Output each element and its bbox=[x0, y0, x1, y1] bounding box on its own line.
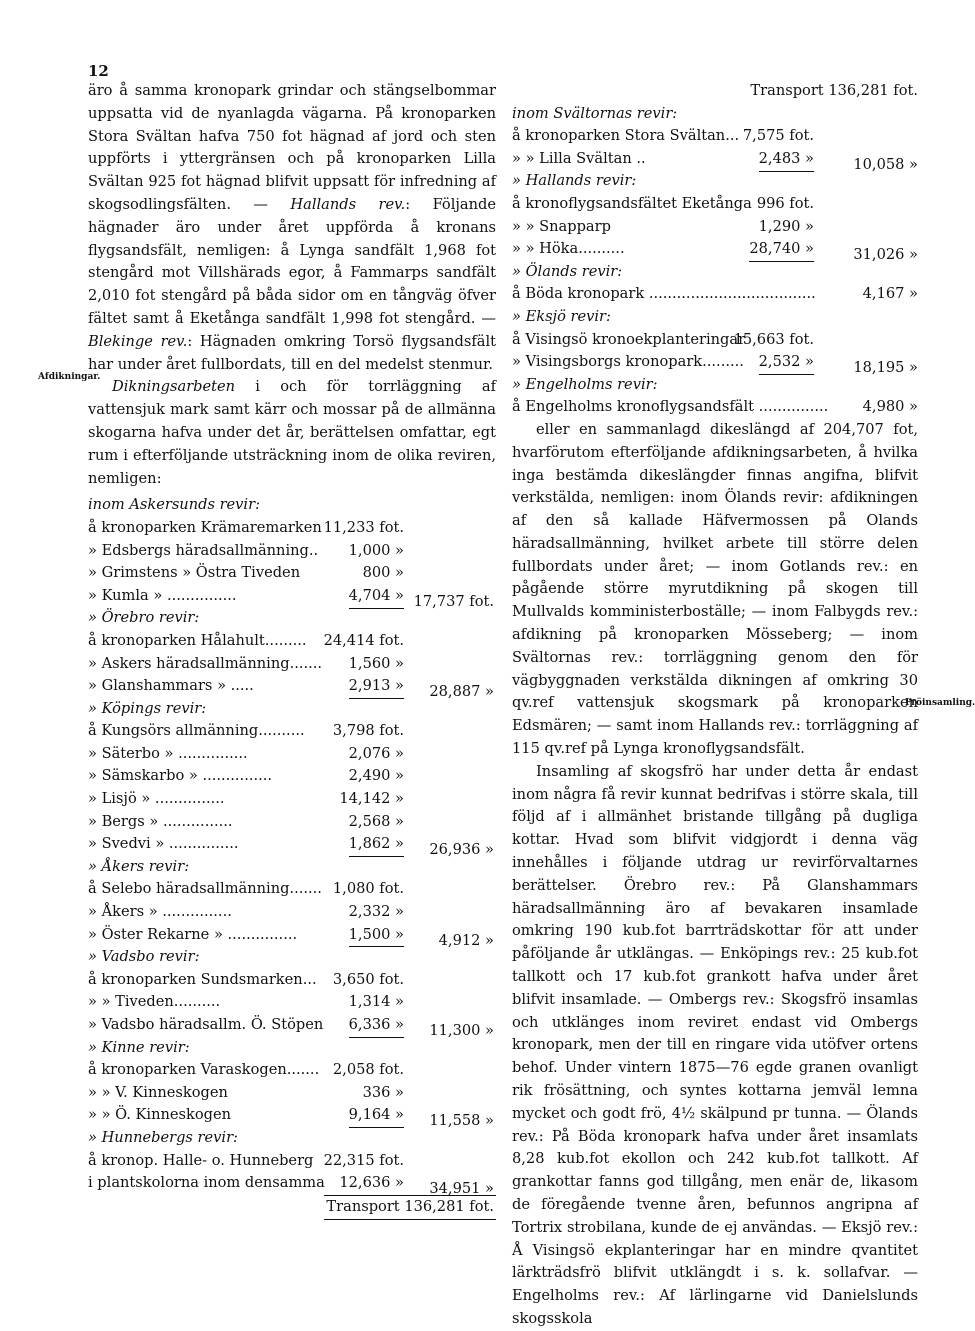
entry-label: » » Höka.......... bbox=[512, 240, 625, 258]
revir-header bbox=[512, 306, 918, 329]
right-column bbox=[512, 80, 918, 1331]
entry-amount: 1,862 » bbox=[349, 833, 404, 857]
entry-label: inom Askersunds revir: bbox=[88, 496, 260, 514]
left-column bbox=[88, 80, 496, 1217]
ditch-entry bbox=[512, 238, 918, 264]
entry-amount: 6,336 » bbox=[349, 1014, 404, 1038]
intro-paragraph bbox=[88, 80, 496, 376]
ditch-entry bbox=[88, 878, 496, 901]
entry-amount: 14,142 » bbox=[339, 790, 404, 808]
ditch-entry bbox=[88, 901, 496, 924]
entry-label: » Glanshammars » ..... bbox=[88, 677, 254, 695]
dikning-italic: Dikningsarbeten bbox=[112, 378, 236, 396]
entry-label: » » Tiveden.......... bbox=[88, 993, 221, 1011]
entry-label: i plantskolorna inom densamma bbox=[88, 1174, 325, 1192]
entry-label: » Åkers » ............... bbox=[88, 903, 232, 921]
entry-amount: 1,080 fot. bbox=[332, 880, 404, 898]
entry-amount: 7,575 fot. bbox=[742, 127, 814, 145]
entry-label: » Bergs » ............... bbox=[88, 812, 233, 830]
entry-label: » Öster Rekarne » ............... bbox=[88, 925, 298, 943]
ditch-entry bbox=[88, 1059, 496, 1082]
entry-total: 4,167 » bbox=[862, 285, 918, 303]
entry-label: » Köpings revir: bbox=[88, 699, 207, 717]
ditch-entry bbox=[88, 1150, 496, 1173]
intro-text-2: : Följande hägnader äro under året uppförda å kronans flygsandsfält, nemligen: å Lynga sandfält 1,968 fot stengård mot Villshärads egor, å Fammarps sandfält 2,010 fot stengård på båda sidor om en tångväg öfver fältet samt å Eketånga sandfält 1,998 fot stengård. — bbox=[88, 195, 496, 327]
revir-header bbox=[88, 1127, 496, 1150]
entry-amount: 800 » bbox=[362, 564, 404, 582]
dikning-text: i och för torrläggning af vattensjuk mark samt kärr och mossar på de allmänna skogarna hafva under det år, berättelsen omfattar, egt rum i efterföljande utsträckning inom de olika reviren, nemligen: bbox=[88, 378, 496, 487]
margin-note-froinsamling: Fröinsamling. bbox=[905, 698, 975, 708]
ditch-entry bbox=[88, 540, 496, 563]
transport-left: Transport 136,281 fot. bbox=[324, 1195, 496, 1220]
transport-right-row bbox=[512, 80, 918, 103]
entry-label: å Böda kronopark .................................... bbox=[512, 285, 816, 303]
ditch-entry bbox=[512, 396, 918, 419]
entry-total: 11,300 » bbox=[429, 1022, 494, 1039]
intro-text-1: äro å samma kronopark grindar och stängselbommar uppsatta vid de nyanlagda vägarna. På kronoparken Stora Svältan hafva 750 fot hägnad af jord och sten uppförts i yttergränsen och på kronoparken Lilla Svältan 925 fot hägnad blifvit uppsatt för infredning af skogsodlingsfälten. — bbox=[88, 82, 496, 213]
ditch-entry bbox=[88, 969, 496, 992]
entry-total: 26,936 » bbox=[429, 841, 494, 859]
ditch-entry bbox=[512, 148, 918, 171]
entry-label: » Visingsborgs kronopark......... bbox=[512, 353, 744, 371]
entry-amount: 3,650 fot. bbox=[332, 970, 404, 988]
entry-amount: 3,798 fot. bbox=[332, 722, 404, 740]
entry-amount: 1,290 » bbox=[758, 217, 814, 235]
ditch-entry bbox=[512, 193, 918, 216]
entry-total: 34,951 » bbox=[429, 1180, 494, 1198]
entry-amount: 24,414 fot. bbox=[323, 631, 404, 649]
entry-amount: 2,332 » bbox=[348, 903, 404, 921]
ditch-entry bbox=[88, 743, 496, 766]
summary-paragraph: eller en sammanlagd dikeslängd af 204,707 fot, hvarförutom efterföljande afdikningsarbeten, å hvilka inga bestämda dikeslängder finnas angifna, blifvit verkstälda, nemligen: inom Ölands revir: afdikningen af den så kallade Häfvermossen på Olands häradsallmänning, hvilket arbete till större delen fullbordats under året; — inom Gotlands rev.: en pågående större myrutdikning på skogen till Mullvalds komministerboställe; — inom Falbygds rev.: afdikning på kronoparken Mösseberg; — inom Svältornas rev.: torrläggning genom den för vägbyggnaden verkstälda dikningen af omkring 30 qv.ref vattensjuk skogsmark på kronoparken Edsmären; — samt inom Hallands rev.: torrläggning af 115 qv.ref på Lynga kronoflygsandsfält. bbox=[512, 420, 918, 758]
revir-header bbox=[88, 946, 496, 969]
entry-label: » Askers häradsallmänning....... bbox=[88, 654, 323, 672]
entry-total: 11,558 » bbox=[429, 1112, 494, 1130]
revir-header bbox=[512, 374, 918, 397]
entry-label: å kronoflygsandsfältet Eketånga bbox=[512, 194, 752, 212]
transport-right: Transport 136,281 fot. bbox=[750, 82, 918, 99]
entry-label: » Kumla » ............... bbox=[88, 586, 237, 604]
entry-label: å Engelholms kronoflygsandsfält ............... bbox=[512, 398, 829, 416]
entry-label: » » Snapparp bbox=[512, 217, 611, 235]
ditch-entry bbox=[88, 924, 496, 947]
entry-label: » » Lilla Svältan .. bbox=[512, 149, 646, 167]
entry-label: å Kungsörs allmänning.......... bbox=[88, 722, 305, 740]
ditch-entry bbox=[88, 788, 496, 811]
page-number: 12 bbox=[88, 62, 109, 80]
entry-label: å Visingsö kronoekplanteringar bbox=[512, 330, 746, 348]
ditch-entry bbox=[88, 991, 496, 1014]
ditch-entry bbox=[88, 811, 496, 834]
ditch-entry bbox=[88, 562, 496, 585]
transport-left-row bbox=[88, 1195, 496, 1218]
entry-amount: 2,058 fot. bbox=[332, 1061, 404, 1079]
entry-label: » Edsbergs häradsallmänning.. bbox=[88, 541, 319, 559]
ditch-entry bbox=[512, 351, 918, 377]
entry-label: » Grimstens » Östra Tiveden bbox=[88, 564, 301, 582]
entry-total: 28,887 » bbox=[429, 683, 494, 701]
ditch-entry bbox=[88, 1014, 496, 1037]
entry-amount: 1,000 » bbox=[348, 541, 404, 559]
entry-label: å kronop. Halle- o. Hunneberg bbox=[88, 1151, 314, 1169]
right-ditch-list bbox=[512, 103, 918, 419]
revir-header bbox=[88, 698, 496, 721]
entry-label: » Vadsbo revir: bbox=[88, 948, 200, 966]
entry-amount: 22,315 fot. bbox=[323, 1151, 404, 1169]
ditch-entry bbox=[88, 653, 496, 676]
entry-amount: 336 » bbox=[362, 1083, 404, 1101]
entry-total: 4,912 » bbox=[438, 931, 494, 949]
entry-amount: 2,568 » bbox=[348, 812, 404, 830]
entry-label: » Sämskarbo » ............... bbox=[88, 767, 273, 785]
entry-amount: 2,483 » bbox=[759, 148, 814, 172]
entry-amount: 9,164 » bbox=[349, 1104, 404, 1128]
ditch-entry bbox=[512, 329, 918, 352]
entry-label: » Lisjö » ............... bbox=[88, 790, 225, 808]
margin-note-afdikningar: Afdikningar. bbox=[38, 372, 101, 382]
intro-italic-2: Blekinge rev. bbox=[88, 332, 188, 350]
entry-amount: 12,636 » bbox=[339, 1172, 404, 1196]
entry-total: 17,737 fot. bbox=[413, 592, 494, 610]
froinsamling-paragraph: Insamling af skogsfrö har under detta år endast inom några få revir kunnat bedrifvas i större skala, till följd af i allmänhet bristande tillgång på dugliga kottar. Hvad som blifvit vidgjordt i denna väg innehålles i följande utdrag ur revirförvaltarnes berättelser. Örebro rev.: På Glanshammars häradsallmänning äro af bevakaren insamlade omkring 190 kub.fot barrträdskottar för att under påföljande år utklängas. — Enköpings rev.: 25 kub.fot tallkott och 17 kub.fot grankott hafva under året blifvit insamlade. — Ombergs rev.: Skogsfrö insamlas och utklänges inom reviret endast vid Ombergs kronopark, men der till en ringare vida utöfver ortens behof. Under vintern 1875—76 egde granen ovanligt rik frösättning, och syntes kottarna jemväl lemna mycket och godt frö, 4½ skälpund pr tunna. — Ölands rev.: På Böda kronopark hafva under året insamlats 8,28 kub.fot ekollon och 242 kub.fot tallkott. Af grankottar fanns god tillgång, men enär de, likasom de föregående tvenne åren, befunnos angripna af Tortrix strobilana, kunde de ej användas. — Eksjö rev.: Å Visingsö ekplanteringar har en mindre qvantitet lärkträdsfrö blifvit utklängdt i s. k. sollafvar. — Engelholms rev.: Af lärlingarne vid Danielslunds skogsskola bbox=[512, 762, 918, 1327]
dikning-paragraph bbox=[88, 376, 496, 490]
ditch-entry bbox=[88, 720, 496, 743]
revir-header bbox=[512, 103, 918, 126]
ditch-entry bbox=[88, 1104, 496, 1130]
entry-amount: 11,233 fot. bbox=[323, 518, 404, 536]
revir-header bbox=[88, 856, 496, 879]
entry-label: » Hallands revir: bbox=[512, 172, 637, 190]
entry-label: å kronoparken Hålahult......... bbox=[88, 631, 307, 649]
revir-header bbox=[88, 1037, 496, 1060]
intro-text-3: : Hägnaden omkring Torsö flygsandsfält har under året fullbordats, till en del medelst stenmur. bbox=[88, 332, 496, 373]
ditch-entry bbox=[88, 585, 496, 608]
entry-amount: 2,913 » bbox=[349, 675, 404, 699]
entry-label: å Selebo häradsallmänning....... bbox=[88, 880, 322, 898]
entry-label: inom Svältornas revir: bbox=[512, 104, 678, 122]
ditch-entry bbox=[88, 630, 496, 653]
entry-amount: 2,532 » bbox=[759, 351, 814, 375]
entry-total: 4,980 » bbox=[862, 398, 918, 416]
entry-label: å kronoparken Krämaremarken bbox=[88, 518, 322, 536]
entry-label: » » Ö. Kinneskogen bbox=[88, 1106, 232, 1124]
ditch-entry bbox=[512, 125, 918, 148]
entry-total: 10,058 » bbox=[853, 155, 918, 173]
entry-label: » Säterbo » ............... bbox=[88, 744, 248, 762]
entry-label: å kronoparken Varaskogen....... bbox=[88, 1061, 320, 1079]
entry-amount: 2,490 » bbox=[348, 767, 404, 785]
entry-label: å kronoparken Stora Svältan... bbox=[512, 127, 740, 145]
revir-header bbox=[88, 607, 496, 630]
entry-amount: 2,076 » bbox=[348, 744, 404, 762]
entry-label: » Vadsbo häradsallm. Ö. Stöpen bbox=[88, 1016, 324, 1033]
ditch-entry bbox=[88, 765, 496, 788]
revir-header bbox=[512, 261, 918, 284]
entry-label: » Ölands revir: bbox=[512, 262, 623, 280]
entry-amount: 15,663 fot. bbox=[733, 330, 814, 348]
revir-header bbox=[88, 494, 496, 517]
entry-total: 31,026 » bbox=[853, 246, 918, 264]
entry-label: » » V. Kinneskogen bbox=[88, 1083, 228, 1101]
ditch-entry bbox=[88, 833, 496, 859]
left-ditch-list bbox=[88, 494, 496, 1217]
entry-label: å kronoparken Sundsmarken... bbox=[88, 970, 317, 988]
entry-label: » Kinne revir: bbox=[88, 1038, 190, 1056]
entry-label: » Engelholms revir: bbox=[512, 375, 658, 393]
entry-total: 18,195 » bbox=[853, 359, 918, 377]
entry-amount: 4,704 » bbox=[349, 585, 404, 609]
entry-amount: 1,560 » bbox=[348, 654, 404, 672]
revir-header bbox=[512, 170, 918, 193]
entry-amount: 996 fot. bbox=[756, 194, 814, 212]
entry-label: » Eksjö revir: bbox=[512, 307, 611, 325]
entry-amount: 1,314 » bbox=[348, 993, 404, 1011]
intro-italic-1: Hallands rev. bbox=[290, 195, 406, 213]
ditch-entry bbox=[88, 1082, 496, 1105]
ditch-entry bbox=[512, 283, 918, 306]
entry-label: » Hunnebergs revir: bbox=[88, 1128, 238, 1146]
entry-amount: 28,740 » bbox=[749, 238, 814, 262]
entry-amount: 1,500 » bbox=[349, 924, 404, 948]
entry-label: » Svedvi » ............... bbox=[88, 835, 239, 853]
entry-label: » Örebro revir: bbox=[88, 609, 200, 627]
ditch-entry bbox=[88, 517, 496, 540]
ditch-entry bbox=[512, 216, 918, 239]
entry-label: » Åkers revir: bbox=[88, 857, 190, 875]
ditch-entry bbox=[88, 1172, 496, 1198]
ditch-entry bbox=[88, 675, 496, 701]
